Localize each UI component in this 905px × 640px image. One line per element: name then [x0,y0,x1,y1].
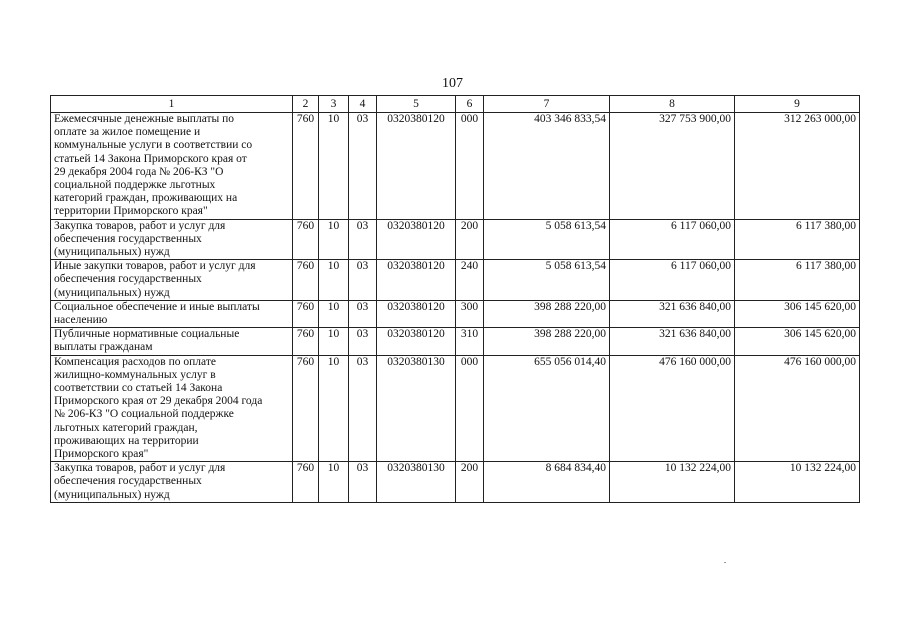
table-row [51,260,860,301]
amount-col9: 10 132 224,00 [735,462,860,503]
table-row [51,219,860,260]
description-line: Компенсация расходов по оплате [54,355,216,368]
amount-col9: 306 145 620,00 [735,300,860,327]
description-line: коммунальные услуги в соответствии со [54,139,253,152]
amount-col7: 8 684 834,40 [484,462,610,503]
amount-col7: 403 346 833,54 [484,113,610,220]
amount-col8: 321 636 840,00 [610,300,735,327]
amount-col7: 5 058 613,54 [484,260,610,301]
amount-col7: 655 056 014,40 [484,355,610,462]
expense-type-code: 000 [456,355,484,462]
expense-type-code: 300 [456,300,484,327]
column-header: 1 [51,96,293,113]
amount-col7: 398 288 220,00 [484,328,610,355]
column-header: 9 [735,96,860,113]
description-line: Социальное обеспечение и иные выплаты [54,300,260,313]
table-row [51,462,860,503]
table-row [51,300,860,327]
description-line: Ежемесячные денежные выплаты по [54,113,235,125]
amount-col9: 306 145 620,00 [735,328,860,355]
row-description [51,219,293,260]
description-line: Публичные нормативные социальные [54,328,240,341]
section-code: 10 [319,300,349,327]
expense-type-code: 240 [456,260,484,301]
subsection-code: 03 [349,355,377,462]
row-description [51,113,293,220]
admin-code: 760 [293,462,319,503]
description-line: Закупка товаров, работ и услуг для [54,462,226,475]
description-line: проживающих на территории [54,434,199,447]
admin-code: 760 [293,260,319,301]
description-line: Закупка товаров, работ и услуг для [54,219,226,232]
admin-code: 760 [293,328,319,355]
target-article-code: 0320380120 [377,113,456,220]
description-line: выплаты гражданам [54,341,153,354]
column-header: 6 [456,96,484,113]
description-line: льготных категорий граждан, [54,421,198,434]
amount-col8: 6 117 060,00 [610,260,735,301]
section-code: 10 [319,113,349,220]
target-article-code: 0320380120 [377,219,456,260]
section-code: 10 [319,219,349,260]
row-description [51,300,293,327]
description-line: обеспечения государственных [54,475,202,488]
expense-type-code: 000 [456,113,484,220]
column-header: 8 [610,96,735,113]
subsection-code: 03 [349,328,377,355]
amount-col7: 5 058 613,54 [484,219,610,260]
row-description [51,355,293,462]
admin-code: 760 [293,355,319,462]
column-header: 4 [349,96,377,113]
scan-speck [724,562,726,563]
table-header-row [51,96,860,113]
amount-col8: 10 132 224,00 [610,462,735,503]
column-header: 5 [377,96,456,113]
section-code: 10 [319,328,349,355]
target-article-code: 0320380120 [377,260,456,301]
description-line: населению [54,314,108,327]
row-description [51,260,293,301]
description-line: Приморского края" [54,448,149,461]
row-description [51,462,293,503]
amount-col8: 476 160 000,00 [610,355,735,462]
subsection-code: 03 [349,219,377,260]
description-line: обеспечения государственных [54,273,202,286]
target-article-code: 0320380130 [377,462,456,503]
subsection-code: 03 [349,113,377,220]
admin-code: 760 [293,113,319,220]
subsection-code: 03 [349,300,377,327]
amount-col8: 327 753 900,00 [610,113,735,220]
amount-col9: 312 263 000,00 [735,113,860,220]
table-row [51,355,860,462]
table-body [51,113,860,503]
row-description [51,328,293,355]
expense-type-code: 310 [456,328,484,355]
description-line: оплате за жилое помещение и [54,126,201,139]
description-line: Иные закупки товаров, работ и услуг для [54,260,256,273]
description-line: (муниципальных) нужд [54,488,170,501]
description-line: № 206-КЗ "О социальной поддержке [54,408,234,421]
description-line: соответствии со статьей 14 Закона [54,382,223,395]
page-number: 107 [442,76,463,91]
admin-code: 760 [293,219,319,260]
description-line: жилищно-коммунальных услуг в [54,368,216,381]
subsection-code: 03 [349,462,377,503]
section-code: 10 [319,462,349,503]
description-line: социальной поддержке льготных [54,179,216,192]
amount-col7: 398 288 220,00 [484,300,610,327]
expense-type-code: 200 [456,219,484,260]
description-line: обеспечения государственных [54,232,202,245]
description-line: (муниципальных) нужд [54,286,170,299]
budget-table [50,95,860,503]
column-header: 7 [484,96,610,113]
target-article-code: 0320380130 [377,355,456,462]
description-line: территории Приморского края" [54,205,208,218]
target-article-code: 0320380120 [377,300,456,327]
amount-col9: 6 117 380,00 [735,219,860,260]
section-code: 10 [319,260,349,301]
table-row [51,113,860,220]
column-header: 2 [293,96,319,113]
amount-col8: 321 636 840,00 [610,328,735,355]
description-line: (муниципальных) нужд [54,246,170,259]
description-line: Приморского края от 29 декабря 2004 года [54,395,263,408]
description-line: категорий граждан, проживающих на [54,192,238,205]
amount-col9: 6 117 380,00 [735,260,860,301]
amount-col9: 476 160 000,00 [735,355,860,462]
column-header: 3 [319,96,349,113]
target-article-code: 0320380120 [377,328,456,355]
subsection-code: 03 [349,260,377,301]
description-line: 29 декабря 2004 года № 206-КЗ "О [54,165,224,178]
table-row [51,328,860,355]
expense-type-code: 200 [456,462,484,503]
amount-col8: 6 117 060,00 [610,219,735,260]
admin-code: 760 [293,300,319,327]
description-line: статьей 14 Закона Приморского края от [54,152,247,165]
section-code: 10 [319,355,349,462]
